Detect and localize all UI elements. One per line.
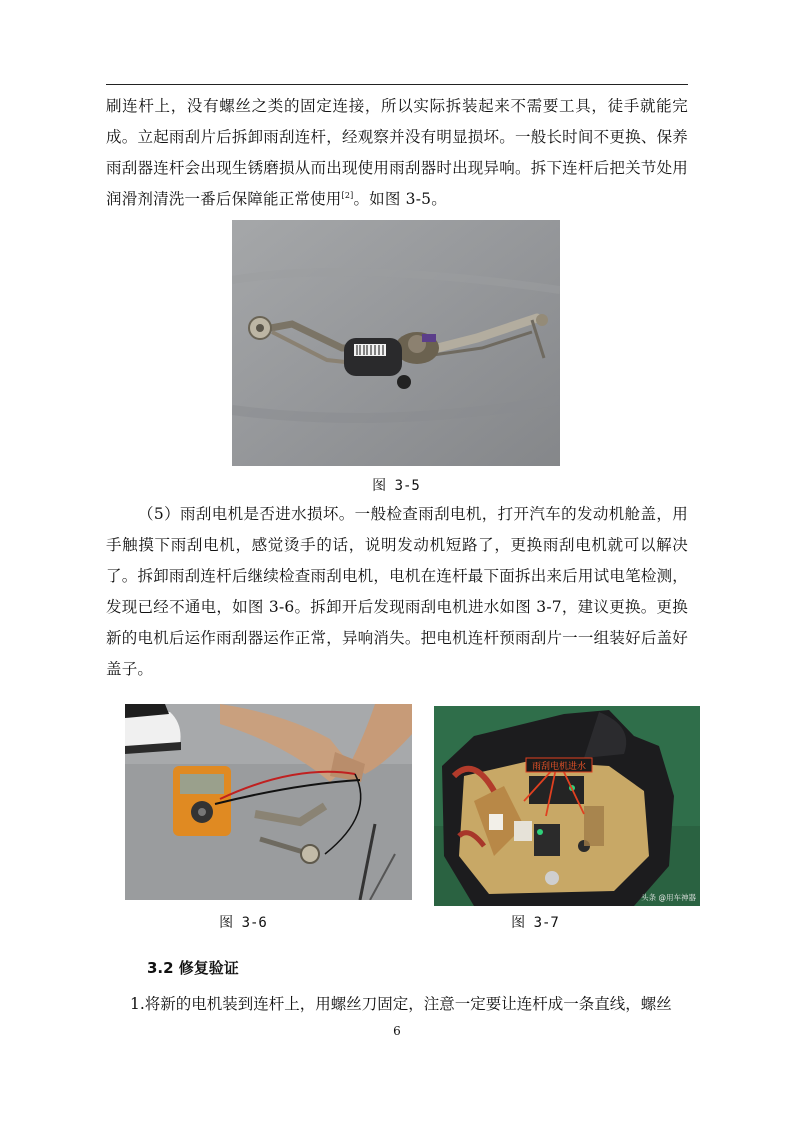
figure-3-7-caption: 图 3-7	[511, 915, 559, 931]
header-rule	[106, 84, 688, 85]
citation-2[interactable]: [2]	[341, 190, 354, 200]
watermark: 头条 @用车神器	[641, 893, 696, 902]
step-1: 1.将新的电机装到连杆上，用螺丝刀固定，注意一定要让连杆成一条直线，螺丝	[130, 995, 672, 1013]
figure-3-5-image	[232, 220, 560, 466]
paragraph-1-tail: 。如图 3-5。	[353, 190, 447, 208]
figure-3-6-caption: 图 3-6	[219, 915, 267, 931]
figure-3-5-caption: 图 3-5	[372, 478, 420, 494]
figure-3-6-image	[125, 704, 412, 900]
paragraph-1-text: 刷连杆上，没有螺丝之类的固定连接，所以实际拆装起来不需要工具，徒手就能完成。立起雨刮片后拆卸雨刮连杆，经观察并没有明显损坏。一般长时间不更换、保养雨刮器连杆会出现生锈磨损从而出现使用雨刮器时出现异响。拆下连杆后把关节处用润滑剂清洗一番后保障能正常使用	[106, 97, 688, 208]
paragraph-1	[106, 91, 688, 215]
section-heading-3-2: 3.2 修复验证	[147, 959, 239, 977]
paragraph-2: （5）雨刮电机是否进水损坏。一般检查雨刮电机，打开汽车的发动机舱盖，用手触摸下雨刮电机，感觉烫手的话，说明发动机短路了，更换雨刮电机就可以解决了。拆卸雨刮连杆后继续检查雨刮电机，电机在连杆最下面拆出来后用试电笔检测，发现已经不通电，如图 3-6。拆卸开后发现雨刮电机进水如图 3-7，建议更换。更换新的电机后运作雨刮器运作正常，异响消失。把电机连杆预雨刮片一一组装好后盖好盖子。	[106, 505, 688, 678]
figure-3-7-image	[434, 706, 700, 906]
water-damage-label: 雨刮电机进水	[531, 762, 587, 772]
page-number: 6	[393, 1024, 401, 1038]
